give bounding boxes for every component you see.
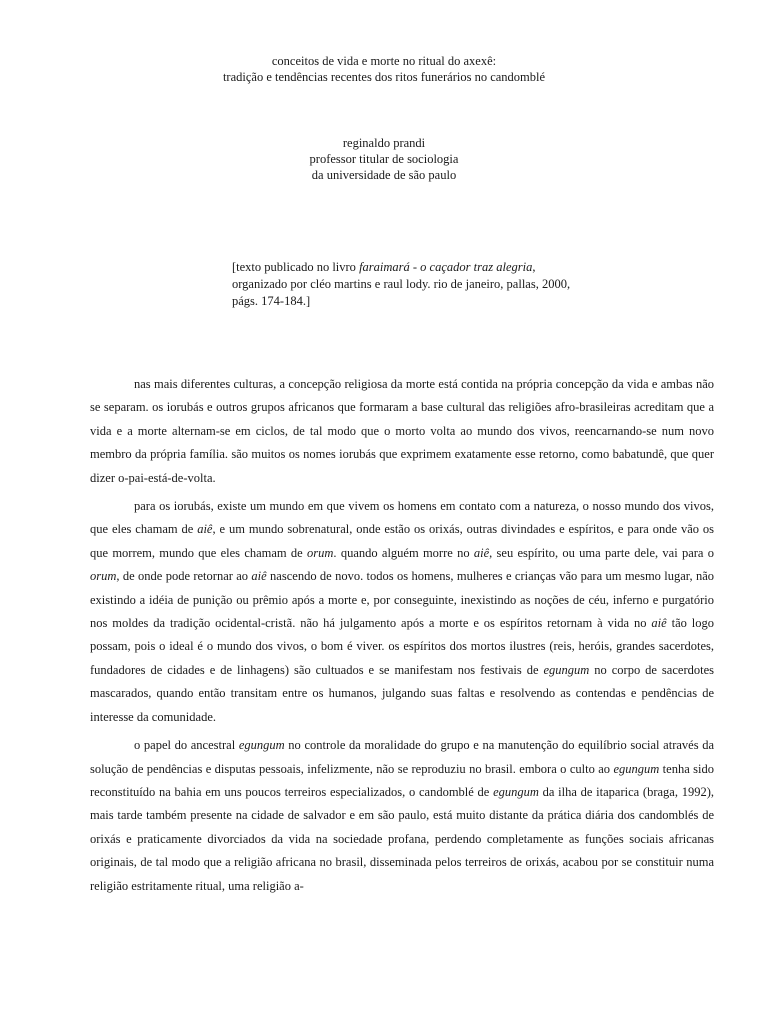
citation-prefix: [texto publicado no livro	[232, 260, 360, 274]
author-position: professor titular de sociologia	[309, 152, 459, 166]
paragraph-2-text: no corpo de sacerdotes mascarados, quando então transitam entre os humanos, julgando suas faltas e resolvendo as contendas e pendências de interesse da comunidade.	[90, 662, 714, 724]
document-title	[0, 53, 768, 85]
author-name: reginaldo prandi	[342, 136, 426, 150]
citation-book-title: faraimará - o caçador traz alegria	[359, 260, 533, 274]
paragraph-1-text: nas mais diferentes culturas, a concepção religiosa da morte está contida na própria concepção da vida e ambas não se separam. os iorubás e outros grupos africanos que formaram a base cultural das religiões afro-brasileiras acreditam que a vida e a morte alternam-se em ciclos, de tal modo que o morto volta ao mundo dos vivos, reencarnando-se num novo membro da própria família. são muitos os nomes iorubás que exprimem exatamente esse retorno, como babatundê, que quer dizer o-pai-está-de-volta.	[90, 377, 714, 485]
paragraph-3-text: tenha sido reconstituído na bahia em uns poucos terreiros especializados, o candomblé de	[90, 761, 714, 799]
title-line-1: conceitos de vida e morte no ritual do axexê:	[271, 54, 497, 68]
paragraph-1	[90, 373, 714, 490]
author-info	[0, 135, 768, 183]
paragraph-3-text: no controle da moralidade do grupo e na manutenção do equilíbrio social através da solução de pendências e disputas pessoais, infelizmente, não se reproduziu no brasil. embora o culto ao	[90, 738, 715, 776]
term-orum: orum	[90, 569, 117, 584]
term-aie: aiê	[473, 545, 490, 560]
term-aie: aiê	[197, 522, 213, 537]
title-line-2: tradição e tendências recentes dos ritos funerários no candomblé	[222, 70, 546, 84]
paragraph-2-text: para os iorubás, existe um mundo em que vivem os homens em contato com a natureza, o nosso mundo dos vivos, que eles chamam de	[90, 499, 714, 537]
term-egungum: egungum	[493, 784, 539, 799]
citation-suffix: , organizado por cléo martins e raul lody. rio de janeiro, pallas, 2000, págs. 174-184.]	[232, 260, 571, 308]
paragraph-2-text: nascendo de novo. todos os homens, mulheres e crianças vão para um mesmo lugar, não existindo a idéia de punição ou prêmio após a morte e, por conseguinte, inexistindo as noções de céu, inferno e purgatório nos moldes da tradição ocidental-cristã. não há julgamento após a morte e os espíritos retornam à vida no	[90, 569, 714, 631]
paragraph-2	[90, 495, 714, 729]
article-body	[90, 373, 714, 903]
paragraph-2-text: . quando alguém morre no	[333, 545, 474, 560]
paragraph-3	[90, 734, 714, 898]
term-aie: aiê	[651, 616, 667, 631]
term-egungum: egungum	[238, 738, 285, 753]
paragraph-2-text: , de onde pode retornar ao	[116, 569, 252, 584]
author-institution: da universidade de são paulo	[311, 168, 457, 182]
paragraph-3-text: da ilha de itaparica (braga, 1992), mais tarde também presente na cidade de salvador e em são paulo, está muito distante da prática diária dos candomblés de orixás e praticamente divorciados da vida na sociedade profana, perdendo completamente as funções sociais africanas originais, de tal modo que a religião africana no brasil, disseminada pelos terreiros de orixás, acabou por se constituir numa religião estritamente ritual, uma religião a-	[90, 784, 714, 893]
paragraph-2-text: tão logo possam, pois o ideal é o mundo dos vivos, o bom é viver. os espíritos dos mortos ilustres (reis, heróis, grandes sacerdotes, fundadores de cidades e de linhagens) são cultuados e se manifestam nos festivais de	[90, 616, 714, 677]
term-egungum: egungum	[543, 662, 590, 677]
paragraph-3-text: o papel do ancestral	[134, 738, 239, 753]
paragraph-2-text: , e um mundo sobrenatural, onde estão os orixás, outras divindades e espíritos, e para onde vão os que morrem, mundo que eles chamam de	[90, 522, 714, 560]
term-aie: aiê	[251, 569, 267, 584]
term-orum: orum	[307, 545, 334, 560]
publication-citation	[232, 259, 592, 310]
term-egungum: egungum	[613, 761, 660, 776]
paragraph-2-text: , seu espírito, ou uma parte dele, vai para o	[489, 545, 714, 560]
